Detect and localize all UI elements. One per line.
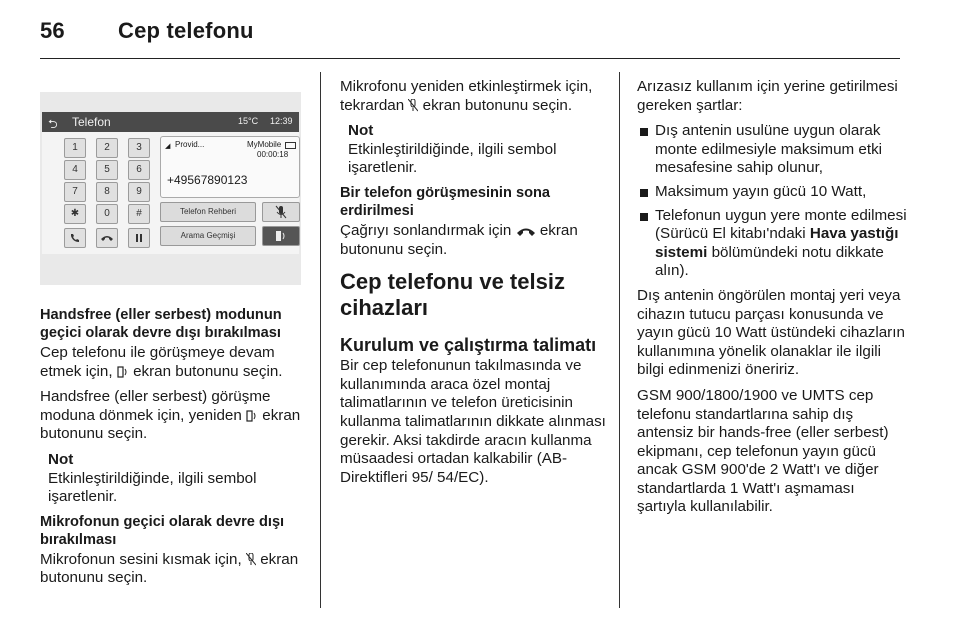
hang-up-icon: [516, 226, 536, 237]
page-number: 56: [40, 18, 65, 43]
subsection-heading: Kurulum ve çalıştırma talimatı: [340, 335, 597, 356]
text: ekran butonunu seçin.: [422, 96, 573, 114]
section-heading: Bir telefon görüşmesinin sona erdirilmesi: [340, 184, 551, 219]
text: Maksimum yayın gücü 10 Watt,: [655, 182, 867, 200]
paragraph: Dış antenin öngörülen montaj yeri veya cihazın tutucu parçası konusunda ve yayın gücü 10 Watt üstündeki cihazların kullanımına yönelik olanaklar ile ilgili bilgi edinmenizi öneririz.: [637, 286, 905, 379]
screen-temp: 15°C: [238, 116, 259, 126]
contacts-button: Telefon Rehberi: [160, 202, 256, 222]
header-rule: [40, 58, 900, 59]
text: Çağrıyı sonlandırmak için: [340, 221, 512, 239]
paragraph: GSM 900/1800/1900 ve UMTS cep telefonu standartlarına sahip dış antensiz bir hands-free (eller serbest) ekipmanı, cep telefonun yayın gücü ancak GSM 900'de 2 Watt'ı ve diğer standartlarda 1 Watt'ı aşmaması şartıyla kullanılabilir.: [637, 386, 889, 516]
list-item: [637, 207, 907, 281]
call-icon: [64, 228, 86, 248]
reference-link: Hava yastığı sistemi: [655, 225, 899, 261]
screen-time: 12:39: [270, 116, 293, 126]
call-info-panel: [160, 136, 300, 198]
phone-screen-illustration: [40, 92, 301, 285]
call-duration: 00:00:18: [257, 150, 289, 159]
keypad-key: 7: [64, 182, 86, 202]
column-2: [340, 78, 615, 494]
keypad-key: ✱: [64, 204, 86, 224]
mic-mute-icon: [262, 202, 300, 222]
list-item: [637, 183, 907, 202]
page-header: [40, 18, 254, 44]
column-divider-2: [619, 72, 620, 608]
note-title: Not: [48, 450, 74, 468]
text: Telefonun uygun yere monte edilmesi (Sürücü El kitabı'ndaki: [655, 206, 907, 243]
text: Mikrofonun sesini kısmak için,: [40, 550, 242, 568]
keypad-key: 0: [96, 204, 118, 224]
text: ekran butonunu seçin.: [340, 221, 578, 258]
back-arrow-icon: ⮌: [48, 117, 58, 131]
handsfree-icon: [246, 410, 258, 422]
keypad-key: 8: [96, 182, 118, 202]
list-item: [637, 122, 907, 178]
keypad-key: 4: [64, 160, 86, 180]
keypad-key: 6: [128, 160, 150, 180]
column-1: [40, 306, 312, 595]
column-3: [637, 78, 907, 524]
text: Cep telefonu ile görüşmeye devam etmek için,: [40, 344, 275, 380]
paragraph: [340, 222, 615, 259]
handsfree-icon: [262, 226, 300, 246]
page-title: Cep telefonu: [118, 18, 254, 43]
keypad-key: 1: [64, 138, 86, 158]
mic-mute-icon: [408, 99, 418, 112]
screen-body: [42, 132, 299, 254]
requirements-list: [637, 122, 907, 281]
section-heading: Mikrofonun geçici olarak devre dışı bırakılması: [40, 513, 285, 548]
bullet-icon: [640, 189, 648, 197]
column-divider-1: [320, 72, 321, 608]
pause-icon: [128, 228, 150, 248]
text: Handsfree (eller serbest) görüşme moduna dönmek için, yeniden: [40, 388, 271, 424]
note-text: Etkinleştirildiğinde, ilgili sembol işaretlenir.: [48, 469, 257, 506]
chapter-heading: Cep telefonu ve telsiz cihazları: [340, 269, 565, 321]
paragraph: [40, 551, 312, 588]
signal-icon: ◢: [165, 143, 171, 150]
note-box: [340, 122, 615, 178]
keypad-key: 3: [128, 138, 150, 158]
keypad-key: #: [128, 204, 150, 224]
bullet-icon: [640, 128, 648, 136]
mic-mute-icon: [246, 553, 256, 566]
text: bölümündeki notu dikkate alın).: [655, 243, 884, 280]
text: ekran butonunu seçin.: [133, 362, 283, 380]
section-heading: Handsfree (eller serbest) modunun geçici olarak devre dışı bırakılması: [40, 307, 282, 341]
note-text: Etkinleştirildiğinde, ilgili sembol işaretlenir.: [348, 140, 557, 177]
battery-icon: [285, 142, 296, 149]
handsfree-icon: [117, 366, 129, 378]
note-box: [40, 451, 312, 507]
hang-up-icon: [96, 228, 118, 248]
paragraph: Arızasız kullanım için yerine getirilmesi gereken şartlar:: [637, 78, 898, 114]
keypad-key: 2: [96, 138, 118, 158]
bullet-icon: [640, 213, 648, 221]
text: Dış antenin usulüne uygun olarak monte edilmesiyle maksimum etki mesafesine sahip olunur,: [655, 122, 883, 177]
keypad-key: 5: [96, 160, 118, 180]
text: ekran butonunu seçin.: [40, 406, 301, 443]
paragraph: Bir cep telefonunun takılmasında ve kullanımında araca özel montaj talimatlarının ve telefon üreticisinin kullanma talimatlarının dikkate alınması gerekir. Aksi takdirde aracın kullanma müsaadesi ortadan kalkabilir (AB-Direktifleri 95/ 54/EC).: [340, 357, 606, 486]
screen-title-bar: [42, 112, 299, 132]
text: Mikrofonu yeniden etkinleştirmek için, tekrardan: [340, 78, 593, 114]
provider-name: Provid...: [175, 140, 205, 149]
text: ekran butonunu seçin.: [40, 550, 299, 587]
dialed-number: +49567890123: [167, 173, 248, 187]
note-title: Not: [348, 122, 374, 140]
device-name: MyMobile: [247, 140, 282, 149]
paragraph: [40, 388, 312, 444]
keypad-key: 9: [128, 182, 150, 202]
screen-title: Telefon: [72, 115, 111, 129]
paragraph: [40, 344, 312, 381]
call-history-button: Arama Geçmişi: [160, 226, 256, 246]
paragraph: [340, 78, 615, 115]
